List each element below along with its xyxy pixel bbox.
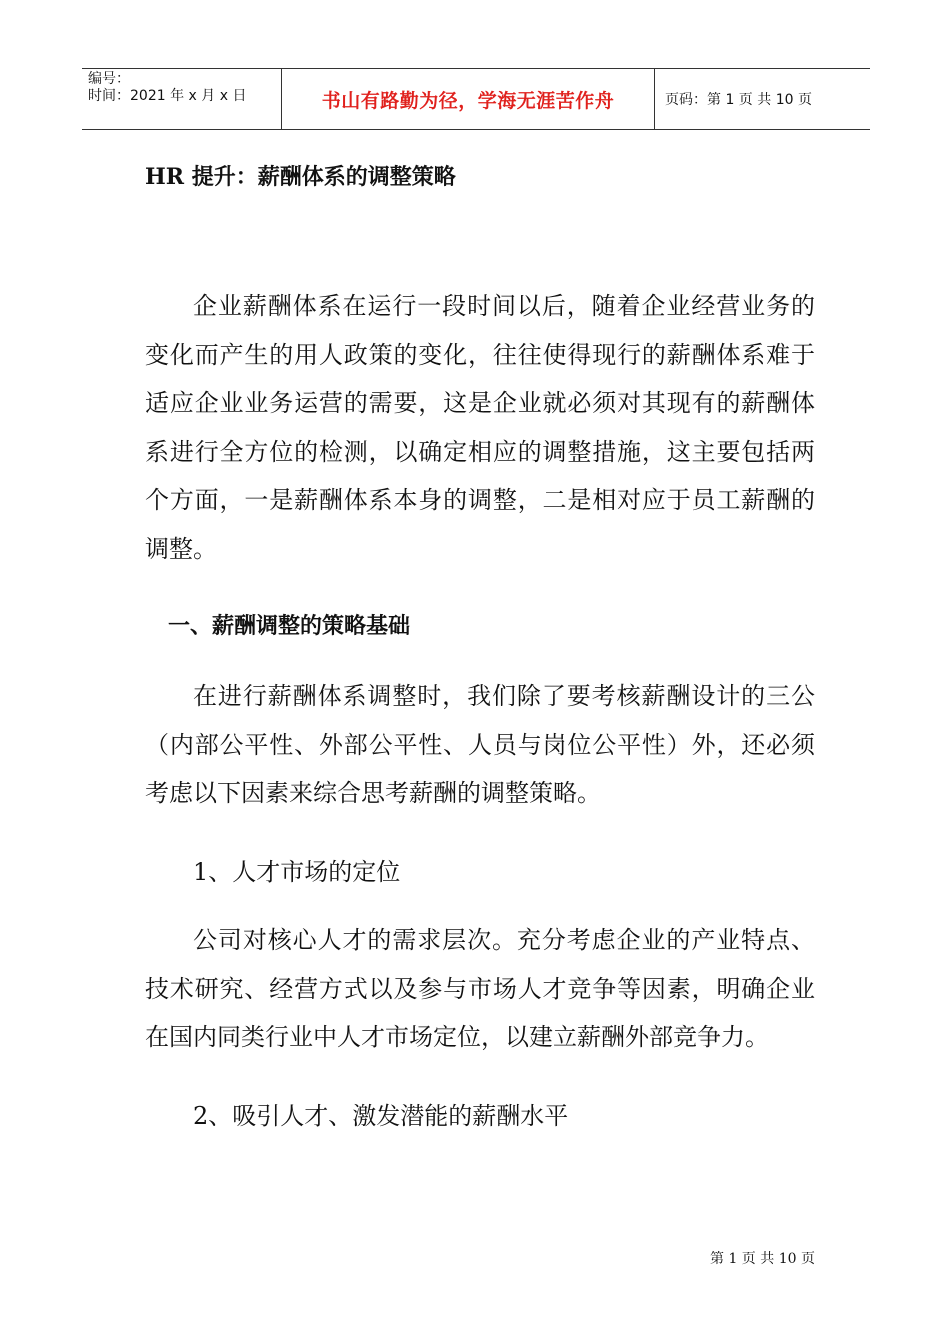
header-meta-cell — [82, 69, 282, 129]
document-title: HR 提升：薪酬体系的调整策略 — [145, 164, 456, 190]
header-motto: 书山有路勤为径，学海无涯苦作舟 — [321, 89, 615, 112]
header-motto-cell — [282, 69, 655, 129]
section-heading-strategy-basis: 一、薪酬调整的策略基础 — [168, 613, 411, 639]
document-date-label: 时间：2021 年 x 月 x 日 — [88, 88, 247, 104]
header-page-cell — [655, 69, 870, 129]
item-paragraph-talent-market: 公司对核心人才的需求层次。充分考虑企业的产业特点、技术研究、经营方式以及参与市场人才竞争等因素，明确企业在国内同类行业中人才市场定位，以建立薪酬外部竞争力。 — [145, 926, 815, 1051]
page-header — [82, 68, 870, 130]
header-page-info: 页码：第 1 页 共 10 页 — [665, 92, 812, 108]
item-heading-salary-level: 2、吸引人才、激发潜能的薪酬水平 — [193, 1102, 569, 1130]
item-heading-talent-market: 1、人才市场的定位 — [193, 858, 401, 886]
page-footer: 第 1 页 共 10 页 — [710, 1251, 815, 1267]
document-number-label: 编号： — [88, 71, 130, 87]
section-paragraph-strategy-basis: 在进行薪酬体系调整时，我们除了要考核薪酬设计的三公（内部公平性、外部公平性、人员与岗位公平性）外，还必须考虑以下因素来综合思考薪酬的调整策略。 — [145, 682, 815, 807]
intro-paragraph: 企业薪酬体系在运行一段时间以后，随着企业经营业务的变化而产生的用人政策的变化，往往使得现行的薪酬体系难于适应企业业务运营的需要，这是企业就必须对其现有的薪酬体系进行全方位的检测，以确定相应的调整措施，这主要包括两个方面，一是薪酬体系本身的调整，二是相对应于员工薪酬的调整。 — [145, 292, 815, 563]
